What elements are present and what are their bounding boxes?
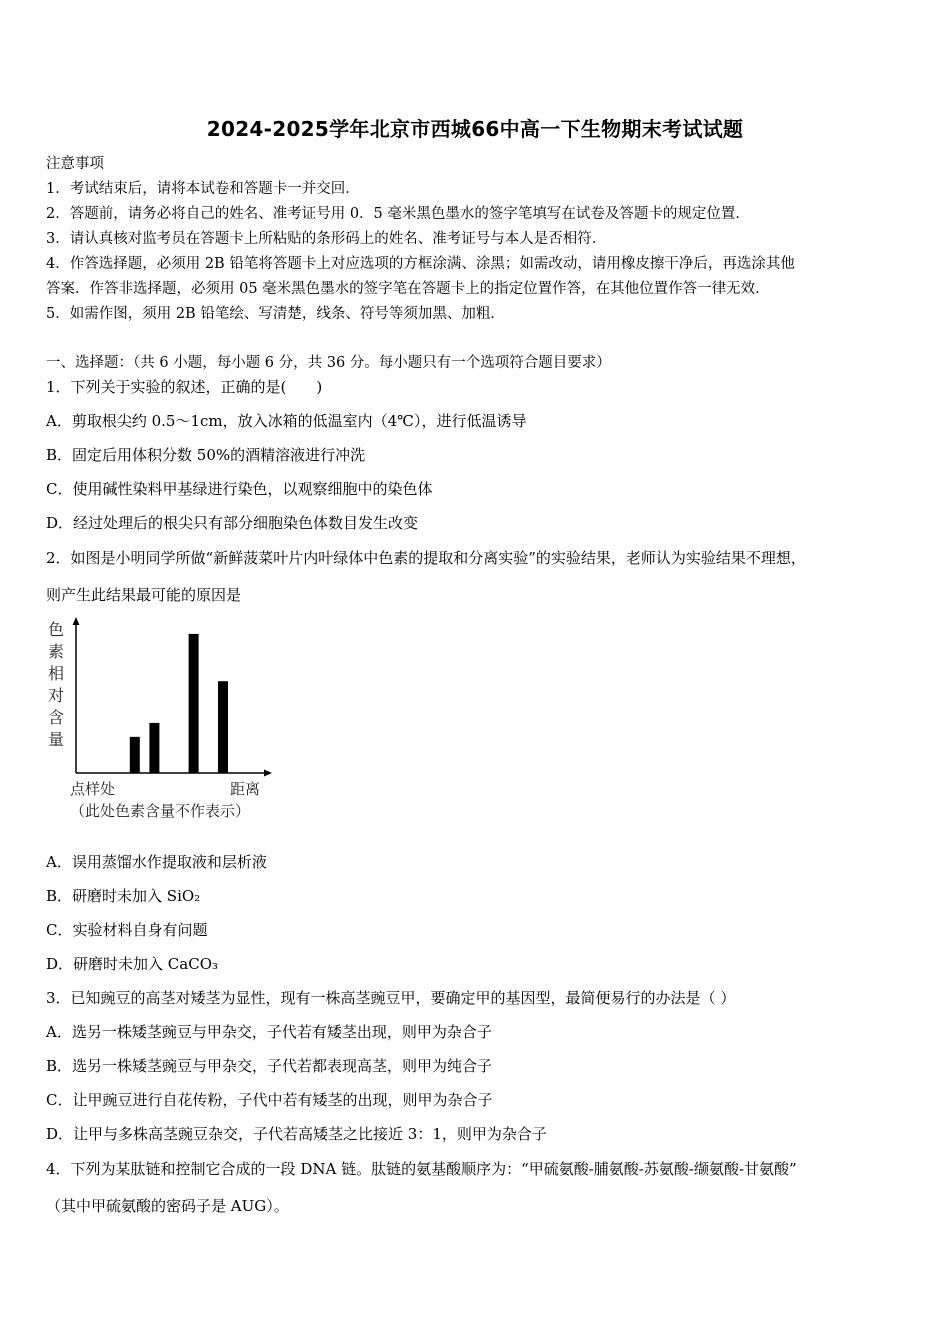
question-1-stem: 1．下列关于实验的叙述，正确的是( ) [46,378,323,396]
question-4-stem: 4．下列为某肽链和控制它合成的一段 DNA 链。肽链的氨基酸顺序为：“甲硫氨酸-脯氨酸-苏氨酸-缬氨酸-甘氨酸” [46,1160,797,1178]
y-axis-label-char: 含 [48,708,65,727]
question-3-option-b: B．选另一株矮茎豌豆与甲杂交，子代若都表现高茎，则甲为纯合子 [46,1057,493,1075]
question-3-option-d: D．让甲与多株高茎豌豆杂交，子代若高矮茎之比接近 3：1，则甲为杂合子 [46,1125,547,1143]
section-heading: 一、选择题：（共 6 小题，每小题 6 分，共 36 分。每小题只有一个选项符合题目要求） [46,355,611,371]
notice-item: 5．如需作图，须用 2B 铅笔绘、写清楚，线条、符号等须加黑、加粗． [46,306,505,322]
y-axis-label-char: 量 [48,730,65,749]
bar [130,737,140,773]
y-axis-label-char: 对 [48,686,65,705]
question-2-stem: 2．如图是小明同学所做“新鲜菠菜叶片内叶绿体中色素的提取和分离实验”的实验结果，老师认为实验结果不理想， [46,549,806,567]
origin-label: 点样处 [70,780,116,798]
pigment-chart [40,612,290,827]
question-3-stem: 3．已知豌豆的高茎对矮茎为显性，现有一株高茎豌豆甲，要确定甲的基因型，最简便易行的办法是（ ） [46,989,736,1007]
bar [189,634,199,773]
y-axis-label [48,620,64,749]
y-axis-label-char: 素 [48,642,65,661]
y-axis-label-char: 相 [48,664,65,683]
bar-group [130,634,228,773]
question-2-stem-cont: 则产生此结果最可能的原因是 [46,586,242,604]
question-2-option-d: D．研磨时未加入 CaCO₃ [46,955,219,973]
question-1-option-a: A．剪取根尖约 0.5～1cm，放入冰箱的低温室内（4℃），进行低温诱导 [46,412,527,430]
question-2-option-b: B．研磨时未加入 SiO₂ [46,887,201,905]
notice-item: 2．答题前，请务必将自己的姓名、准考证号用 0．5 毫米黑色墨水的签字笔填写在试卷及答题卡的规定位置． [46,206,750,222]
notice-heading: 注意事项 [46,156,104,172]
page-title: 2024-2025学年北京市西城66中高一下生物期末考试试题 [206,117,744,141]
x-axis-arrow [264,770,272,777]
y-axis-label-char: 色 [48,620,65,639]
question-2-option-a: A．误用蒸馏水作提取液和层析液 [46,853,267,871]
bar [218,681,228,773]
bar [149,723,159,773]
question-4-stem-cont: （其中甲硫氨酸的密码子是 AUG）。 [46,1197,289,1215]
y-axis-arrow [73,617,80,625]
question-2-option-c: C．实验材料自身有问题 [46,921,208,939]
question-1-option-c: C．使用碱性染料甲基绿进行染色，以观察细胞中的染色体 [46,480,433,498]
question-3-option-a: A．选另一株矮茎豌豆与甲杂交，子代若有矮茎出现，则甲为杂合子 [46,1023,492,1041]
question-1-option-d: D．经过处理后的根尖只有部分细胞染色体数目发生改变 [46,514,419,532]
chart-caption: （此处色素含量不作表示） [70,802,251,820]
notice-item: 4．作答选择题，必须用 2B 铅笔将答题卡上对应选项的方框涂满、涂黑；如需改动，请用橡皮擦干净后，再选涂其他 [46,256,795,272]
x-axis-label: 距离 [230,780,261,798]
question-1-option-b: B．固定后用体积分数 50%的酒精溶液进行冲洗 [46,446,366,464]
notice-item: 3．请认真核对监考员在答题卡上所粘贴的条形码上的姓名、准考证号与本人是否相符． [46,231,607,247]
notice-item: 答案．作答非选择题，必须用 05 毫米黑色墨水的签字笔在答题卡上的指定位置作答，在其他位置作答一律无效． [46,281,770,297]
question-3-option-c: C．让甲豌豆进行自花传粉，子代中若有矮茎的出现，则甲为杂合子 [46,1091,493,1109]
notice-item: 1．考试结束后，请将本试卷和答题卡一并交回． [46,181,360,197]
